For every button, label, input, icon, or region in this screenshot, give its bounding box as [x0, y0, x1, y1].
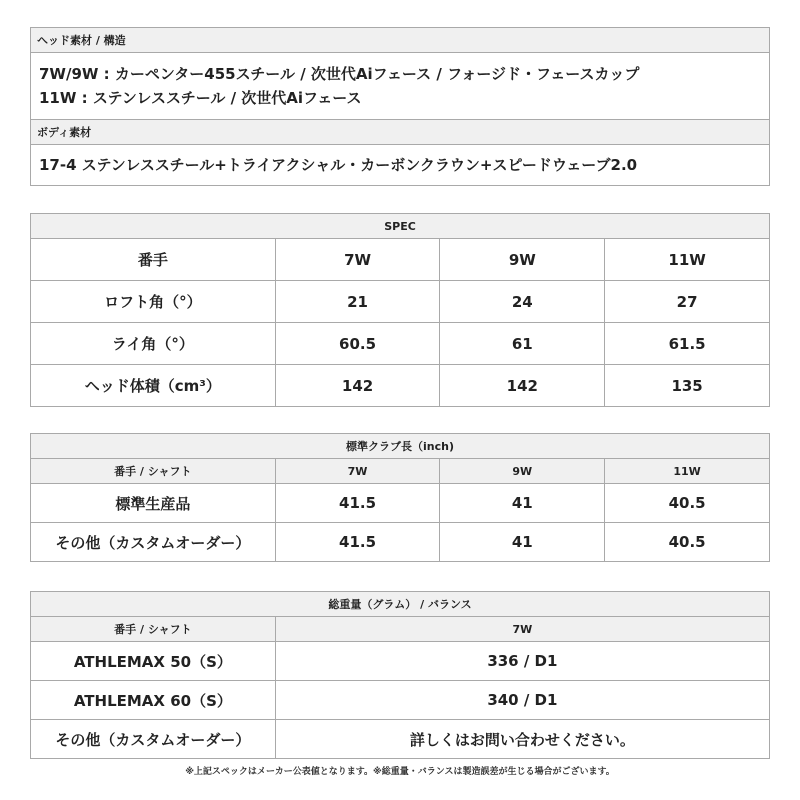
weight-cell: 340 / D1 — [275, 681, 769, 720]
spec-header-cell: 9W — [440, 239, 605, 281]
footnote: ※上記スペックはメーカー公表値となります。※総重量・バランスは製造誤差が生じる場合がございます。 — [185, 767, 615, 777]
table-row — [31, 365, 770, 407]
spec-header-cell: 番手 — [31, 239, 276, 281]
table-row — [31, 681, 770, 720]
weight-cell: 336 / D1 — [275, 642, 769, 681]
spec-row-label: ライ角（°） — [31, 323, 276, 365]
club-length-table — [30, 433, 770, 562]
weight-row-label: ATHLEMAX 60（S） — [31, 681, 276, 720]
weight-table — [30, 591, 770, 759]
material-table — [30, 27, 770, 186]
club-length-cell: 41 — [440, 523, 605, 562]
club-length-cell: 41.5 — [275, 484, 440, 523]
club-length-header-cell: 7W — [275, 459, 440, 484]
spec-header-cell: 7W — [275, 239, 440, 281]
table-row — [31, 484, 770, 523]
spec-cell: 60.5 — [275, 323, 440, 365]
spec-cell: 142 — [275, 365, 440, 407]
spec-header-cell: 11W — [605, 239, 770, 281]
spec-cell: 24 — [440, 281, 605, 323]
head-material-value — [31, 53, 770, 120]
club-length-row-label: その他（カスタムオーダー） — [31, 523, 276, 562]
spec-cell: 61 — [440, 323, 605, 365]
spec-row-label: ヘッド体積（cm³） — [31, 365, 276, 407]
club-length-cell: 41.5 — [275, 523, 440, 562]
spec-cell: 61.5 — [605, 323, 770, 365]
weight-header-row — [31, 617, 770, 642]
weight-title: 総重量（グラム） / バランス — [31, 592, 770, 617]
weight-cell: 詳しくはお問い合わせください。 — [275, 720, 769, 759]
club-length-cell: 40.5 — [605, 484, 770, 523]
head-material-label: ヘッド素材 / 構造 — [31, 28, 770, 53]
club-length-cell: 41 — [440, 484, 605, 523]
club-length-header-cell: 11W — [605, 459, 770, 484]
club-length-header-cell: 9W — [440, 459, 605, 484]
table-row — [31, 642, 770, 681]
weight-row-label: その他（カスタムオーダー） — [31, 720, 276, 759]
club-length-header-row — [31, 459, 770, 484]
spec-cell: 21 — [275, 281, 440, 323]
spec-row-label: ロフト角（°） — [31, 281, 276, 323]
weight-row-label: ATHLEMAX 50（S） — [31, 642, 276, 681]
club-length-row-label: 標準生産品 — [31, 484, 276, 523]
weight-header-cell: 7W — [275, 617, 769, 642]
spec-cell: 27 — [605, 281, 770, 323]
club-length-cell: 40.5 — [605, 523, 770, 562]
table-row — [31, 720, 770, 759]
weight-header-cell: 番手 / シャフト — [31, 617, 276, 642]
body-material-label: ボディ素材 — [31, 120, 770, 145]
head-material-line1: 7W/9W : カーペンター455スチール / 次世代Aiフェース / フォージド・フェースカップ — [39, 65, 640, 83]
spec-cell: 135 — [605, 365, 770, 407]
body-material-value: 17-4 ステンレススチール+トライアクシャル・カーボンクラウン+スピードウェーブ2.0 — [31, 145, 770, 186]
table-row — [31, 281, 770, 323]
club-length-header-cell: 番手 / シャフト — [31, 459, 276, 484]
spec-header-row — [31, 239, 770, 281]
club-length-title: 標準クラブ長（inch) — [31, 434, 770, 459]
table-row — [31, 323, 770, 365]
spec-cell: 142 — [440, 365, 605, 407]
spec-table — [30, 213, 770, 407]
head-material-line2: 11W : ステンレススチール / 次世代Aiフェース — [39, 89, 362, 107]
table-row — [31, 523, 770, 562]
spec-title: SPEC — [31, 214, 770, 239]
